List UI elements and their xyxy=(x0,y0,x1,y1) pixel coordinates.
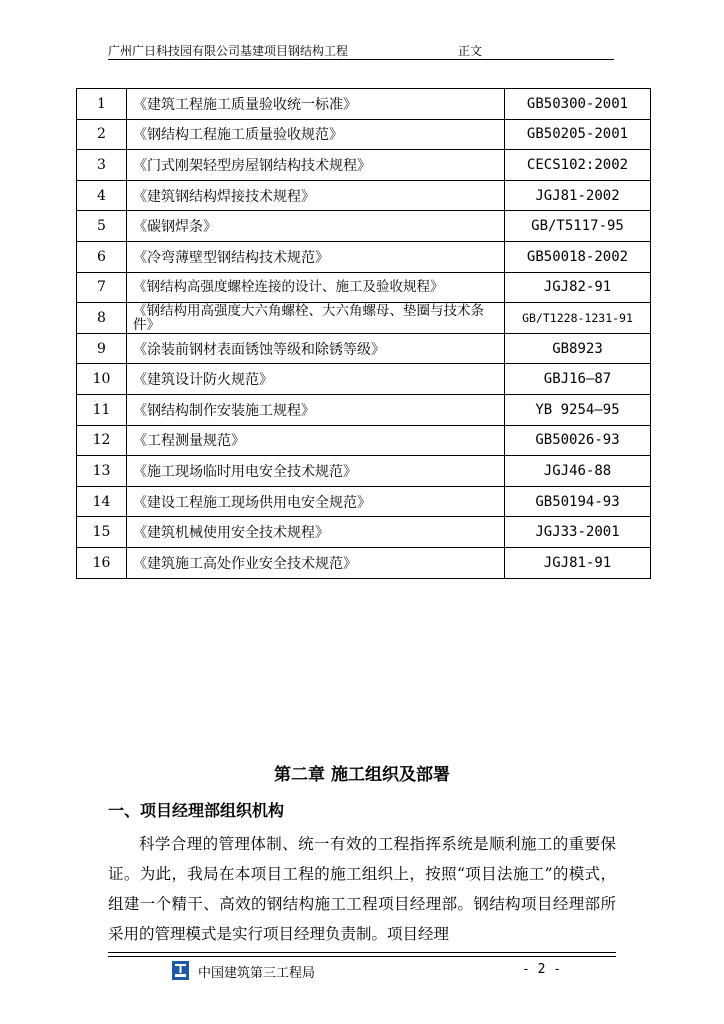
row-number: 10 xyxy=(77,364,127,395)
page-number: - 2 - xyxy=(522,962,562,977)
footer-org: 中国建筑第三工程局 xyxy=(198,966,316,981)
standard-code: JGJ33-2001 xyxy=(505,517,651,548)
standard-code: GB50205-2001 xyxy=(505,119,651,150)
body-paragraph: 科学合理的管理体制、统一有效的工程指挥系统是顺利施工的重要保证。为此，我局在本项目工程的施工组织上，按照“项目法施工”的模式，组建一个精干、高效的钢结构施工工程项目经理部。钢结构项目经理部所采用的管理模式是实行项目经理负责制。项目经理 xyxy=(108,835,616,943)
row-number: 4 xyxy=(77,180,127,211)
table-row xyxy=(77,241,651,272)
standard-code: GB50300-2001 xyxy=(505,89,651,120)
header-section: 正文 xyxy=(458,44,483,58)
standard-code: GB/T1228-1231-91 xyxy=(505,303,651,334)
table-row xyxy=(77,119,651,150)
row-number: 16 xyxy=(77,547,127,578)
footer-divider-bottom xyxy=(108,956,616,957)
standard-code: GB/T5117-95 xyxy=(505,211,651,242)
standard-name: 《冷弯薄壁型钢结构技术规范》 xyxy=(127,241,505,272)
standard-name: 《门式刚架轻型房屋钢结构技术规程》 xyxy=(127,150,505,181)
standard-name: 《碳钢焊条》 xyxy=(127,211,505,242)
row-number: 9 xyxy=(77,333,127,364)
section-title: 一、项目经理部组织机构 xyxy=(108,801,285,820)
row-number: 1 xyxy=(77,89,127,120)
standard-code: JGJ82-91 xyxy=(505,272,651,303)
standard-name: 《建设工程施工现场供用电安全规范》 xyxy=(127,486,505,517)
standards-table xyxy=(76,88,651,579)
standard-name: 《建筑钢结构焊接技术规程》 xyxy=(127,180,505,211)
standard-code: GBJ16—87 xyxy=(505,364,651,395)
table-row xyxy=(77,150,651,181)
table-row xyxy=(77,333,651,364)
table-row xyxy=(77,456,651,487)
table-row xyxy=(77,547,651,578)
table-row xyxy=(77,425,651,456)
table-row xyxy=(77,364,651,395)
row-number: 15 xyxy=(77,517,127,548)
table-row xyxy=(77,394,651,425)
standard-name: 《涂装前钢材表面锈蚀等级和除锈等级》 xyxy=(127,333,505,364)
standard-name: 《建筑工程施工质量验收统一标准》 xyxy=(127,89,505,120)
standard-name: 《钢结构用高强度大六角螺栓、大六角螺母、垫圈与技术条件》 xyxy=(127,303,505,334)
standard-name: 《建筑设计防火规范》 xyxy=(127,364,505,395)
chapter-title: 第二章 施工组织及部署 xyxy=(274,765,450,785)
standard-name: 《建筑机械使用安全技术规程》 xyxy=(127,517,505,548)
footer-divider-top xyxy=(108,952,616,953)
row-number: 5 xyxy=(77,211,127,242)
standard-code: CECS102:2002 xyxy=(505,150,651,181)
standard-code: JGJ46-88 xyxy=(505,456,651,487)
standard-name: 《施工现场临时用电安全技术规范》 xyxy=(127,456,505,487)
header-company: 广州广日科技园有限公司基建项目钢结构工程 xyxy=(108,44,349,58)
standard-code: GB50018-2002 xyxy=(505,241,651,272)
row-number: 13 xyxy=(77,456,127,487)
table-row xyxy=(77,272,651,303)
page-header xyxy=(108,41,614,60)
standard-name: 《钢结构制作安装施工规程》 xyxy=(127,394,505,425)
table-row xyxy=(77,517,651,548)
standard-name: 《工程测量规范》 xyxy=(127,425,505,456)
row-number: 7 xyxy=(77,272,127,303)
row-number: 11 xyxy=(77,394,127,425)
table-row xyxy=(77,89,651,120)
table-row xyxy=(77,180,651,211)
row-number: 6 xyxy=(77,241,127,272)
cscec-logo-icon xyxy=(172,961,189,980)
standard-name: 《建筑施工高处作业安全技术规范》 xyxy=(127,547,505,578)
row-number: 2 xyxy=(77,119,127,150)
table-row xyxy=(77,211,651,242)
standard-code: GB8923 xyxy=(505,333,651,364)
table-row xyxy=(77,303,651,334)
standard-code: GB50026-93 xyxy=(505,425,651,456)
row-number: 8 xyxy=(77,303,127,334)
standard-code: GB50194-93 xyxy=(505,486,651,517)
standard-code: JGJ81-2002 xyxy=(505,180,651,211)
standard-code: YB 9254—95 xyxy=(505,394,651,425)
standard-code: JGJ81-91 xyxy=(505,547,651,578)
table-row xyxy=(77,486,651,517)
standard-name: 《钢结构高强度螺栓连接的设计、施工及验收规程》 xyxy=(127,272,505,303)
row-number: 14 xyxy=(77,486,127,517)
standard-name: 《钢结构工程施工质量验收规范》 xyxy=(127,119,505,150)
row-number: 12 xyxy=(77,425,127,456)
row-number: 3 xyxy=(77,150,127,181)
